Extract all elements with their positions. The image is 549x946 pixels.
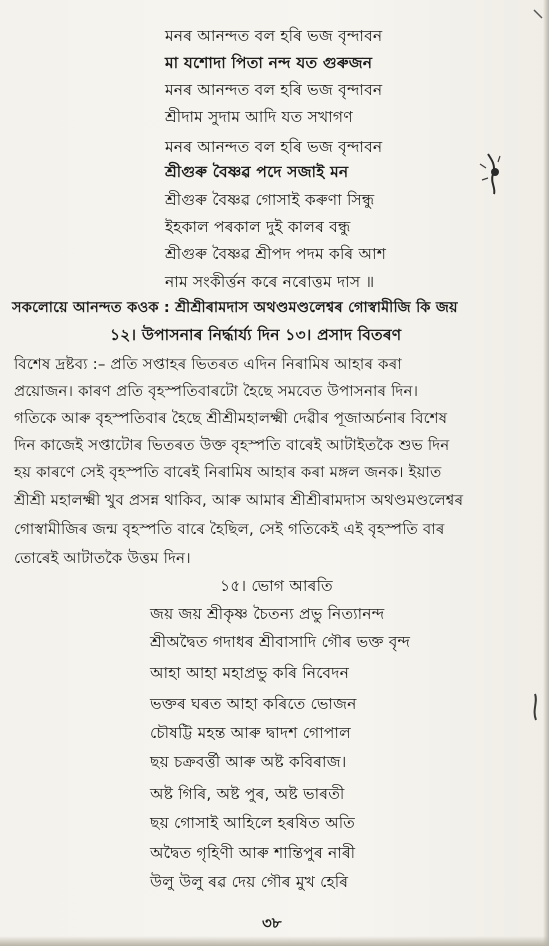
verse-line: ভক্তৰ ঘৰত আহা কৰিতে ভোজন — [150, 695, 357, 713]
verse-line: নাম সংকীৰ্ত্তন কৰে নৰোত্তম দাস ॥ — [165, 273, 375, 291]
closing-chant: সকলোয়ে আনন্দত কওক : শ্ৰীশ্ৰীৰামদাস অথণ্ডমণ্ডলেশ্বৰ গোস্বামীজি কি জয় — [12, 300, 458, 316]
verse-line: অষ্ট গিৰি, অষ্ট পুৰ, অষ্ট ভাৰতী — [150, 785, 345, 803]
note-paragraph-line: দিন কাজেই সপ্তাটোৰ ভিতৰত উক্ত বৃহস্পতি বাৰেই আটাইতকৈ শুভ দিন — [14, 436, 450, 454]
verse-line: আহা আহা মহাপ্ৰভু কৰি নিবেদন — [150, 664, 350, 682]
verse-line: ছয় চক্ৰবৰ্ত্তী আৰু অষ্ট কবিৰাজ। — [150, 753, 347, 771]
verse-line: অদ্বৈত গৃহিণী আৰু শান্তিপুৰ নাৰী — [150, 844, 356, 862]
bhog-heading: ১৫। ভোগ আৰতি — [220, 577, 333, 595]
page-edge-shadow — [543, 0, 549, 946]
ink-smudge — [474, 146, 508, 200]
ink-smudge — [526, 690, 544, 730]
verse-line: ছয় গোসাই আহিলে হৰষিত অতি — [150, 814, 355, 832]
verse-line: মা যশোদা পিতা নন্দ যত গুৰুজন — [165, 54, 373, 72]
verse-line: শ্ৰীদাম সুদাম আদি যত সখাগণ — [165, 108, 353, 126]
verse-line: ইহকাল পৰকাল দুই কালৰ বন্ধু — [165, 218, 351, 236]
verse-line: শ্ৰীগুৰু বৈষ্ণৱ শ্ৰীপদ পদম কৰি আশ — [165, 245, 387, 263]
page-bottom-shadow — [0, 936, 549, 946]
note-paragraph-line: হয় কাৰণে সেই বৃহস্পতি বাৰেই নিৰামিষ আহাৰ কৰা মঙ্গল জনক। ইয়াত — [14, 463, 442, 481]
page-number: ৩৮ — [262, 914, 282, 932]
note-paragraph-line: গতিকে আৰু বৃহস্পতিবাৰ হৈছে শ্ৰীশ্ৰীমহালক্ষ্মী দেৱীৰ পূজাঅৰ্চনাৰ বিশেষ — [14, 409, 448, 427]
verse-line: মনৰ আনন্দত বল হৰি ভজ বৃন্দাবন — [165, 27, 383, 45]
note-paragraph-line: বিশেষ দ্ৰষ্টব্য :– প্ৰতি সপ্তাহৰ ভিতৰত এদিন নিৰামিষ আহাৰ কৰা — [14, 355, 402, 373]
verse-line: মনৰ আনন্দত বল হৰি ভজ বৃন্দাবন — [165, 81, 383, 99]
verse-line: শ্ৰীগুৰু বৈষ্ণৱ গোসাই কৰুণা সিন্ধু — [165, 191, 375, 209]
section-heading: ১২। উপাসনাৰ নিৰ্দ্ধাৰ্য্য দিন ১৩। প্ৰসাদ বিতৰণ — [110, 326, 402, 344]
verse-line: মনৰ আনন্দত বল হৰি ভজ বৃন্দাবন — [165, 138, 383, 156]
verse-line: উলু উলু ৰৱ দেয় গৌৰ মুখ হেৰি — [150, 873, 349, 891]
note-paragraph-line: শ্ৰীশ্ৰী মহালক্ষ্মী খুব প্ৰসন্ন থাকিব, আৰু আমাৰ শ্ৰীশ্ৰীৰামদাস অথণ্ডমণ্ডলেশ্বৰ — [14, 491, 464, 509]
verse-line: শ্ৰীগুৰু বৈষ্ণৱ পদে সজাই মন — [165, 163, 349, 181]
note-paragraph-line: প্ৰয়োজন। কাৰণ প্ৰতি বৃহস্পতিবাৰটো হৈছে সমবেত উপাসনাৰ দিন। — [14, 382, 419, 400]
verse-line: শ্ৰীঅদ্বৈত গদাধৰ শ্ৰীবাসাদি গৌৰ ভক্ত বৃন্দ — [150, 633, 411, 651]
note-paragraph-line: গোস্বামীজিৰ জন্ম বৃহস্পতি বাৰে হৈছিল, সেই গতিকেই এই বৃহস্পতি বাৰ — [14, 520, 445, 538]
verse-line: জয় জয় শ্ৰীকৃষ্ণ চৈতন্য প্ৰভু নিত্যানন্দ — [150, 605, 385, 623]
note-paragraph-line: তোৰেই আটাতকৈ উত্তম দিন। — [14, 549, 191, 567]
verse-line: চৌষট্টি মহন্ত আৰু দ্বাদশ গোপাল — [150, 724, 351, 742]
